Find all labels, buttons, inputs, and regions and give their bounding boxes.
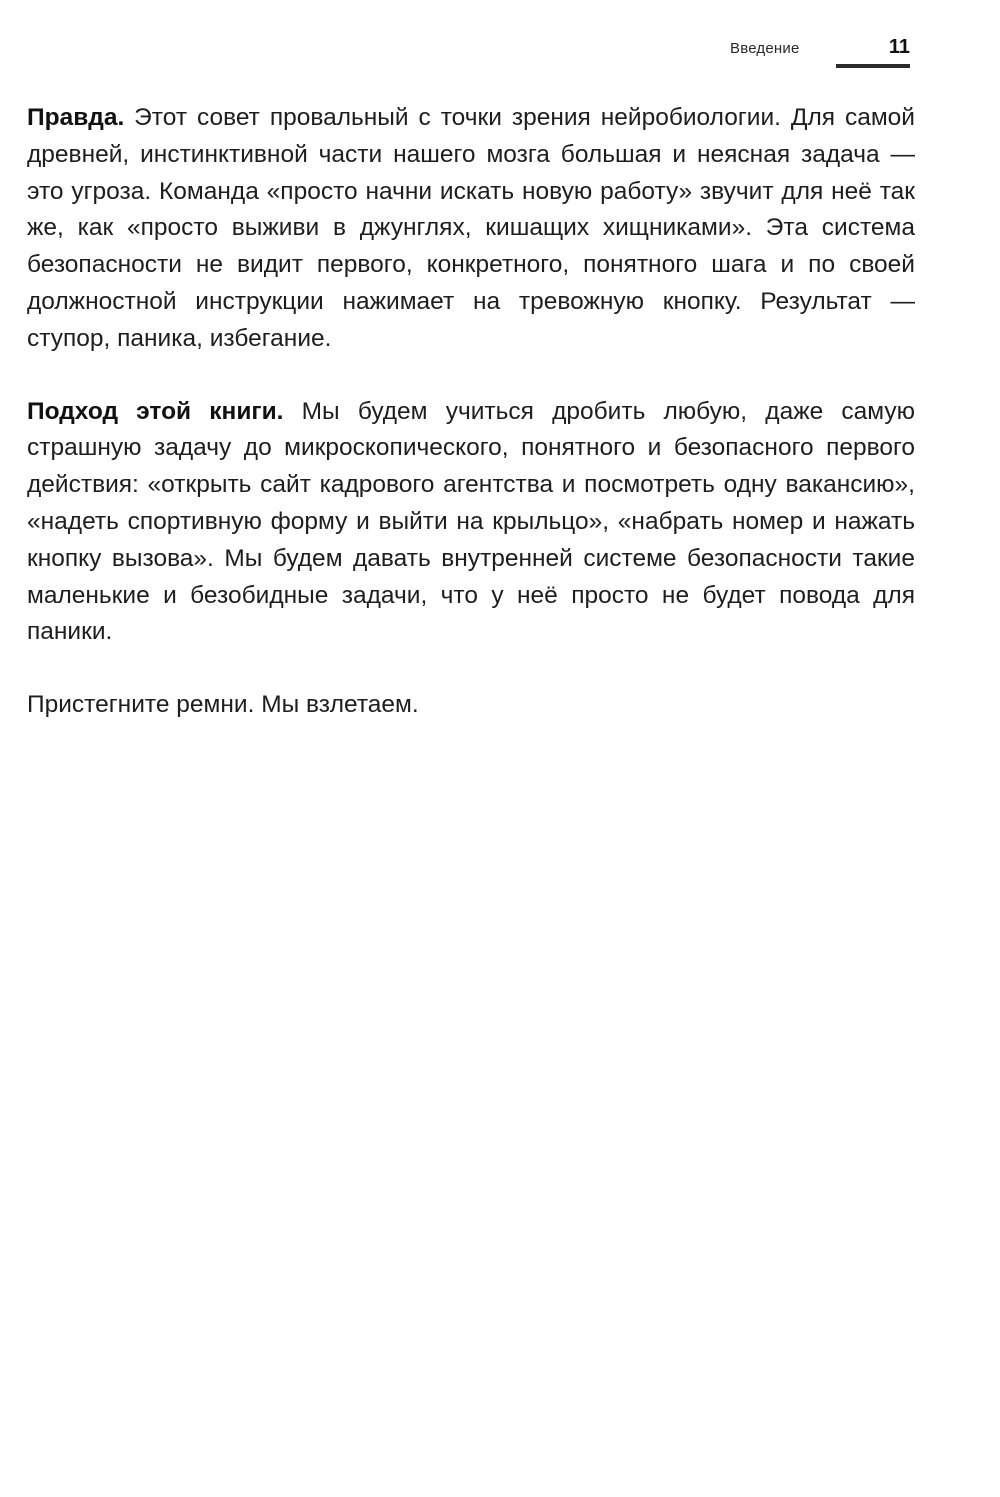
paragraph-text: Мы будем учиться дробить любую, даже самую страшную задачу до микроскопического, понятного и безопасного первого действия: «открыть сайт кадрового агентства и посмотреть одну вакансию», «надеть спортивную форму и выйти на крыльцо», «набрать номер и нажать кнопку вызова». Мы будем давать внутренней системе безопасности такие маленькие и безобидные задачи, что у неё просто не будет повода для паники. [27, 397, 916, 646]
header-rule [836, 64, 910, 68]
paragraph-lead: Правда. [27, 104, 125, 131]
paragraph-truth [27, 100, 915, 358]
body-text [27, 100, 915, 724]
closing-line: Пристегните ремни. Мы взлетаем. [27, 691, 419, 719]
paragraph-lead: Подход этой книги. [27, 397, 284, 425]
section-title: Введение [730, 40, 800, 57]
paragraph-text: Этот совет провальный с точки зрения нейробиологии. Для самой древней, инстинктивной части нашего мозга большая и неясная задача — это угроза. Команда «просто начни искать новую работу» звучит для неё так же, как «просто выживи в джунглях, кишащих хищниками». Эта система безопасности не видит первого, конкретного, понятного шага и по своей должностной инструкции нажимает на тревожную кнопку. Результат — ступор, паника, избегание. [27, 104, 915, 352]
paragraph-approach [27, 394, 915, 652]
running-header [700, 36, 914, 70]
page-number: 11 [888, 36, 910, 58]
